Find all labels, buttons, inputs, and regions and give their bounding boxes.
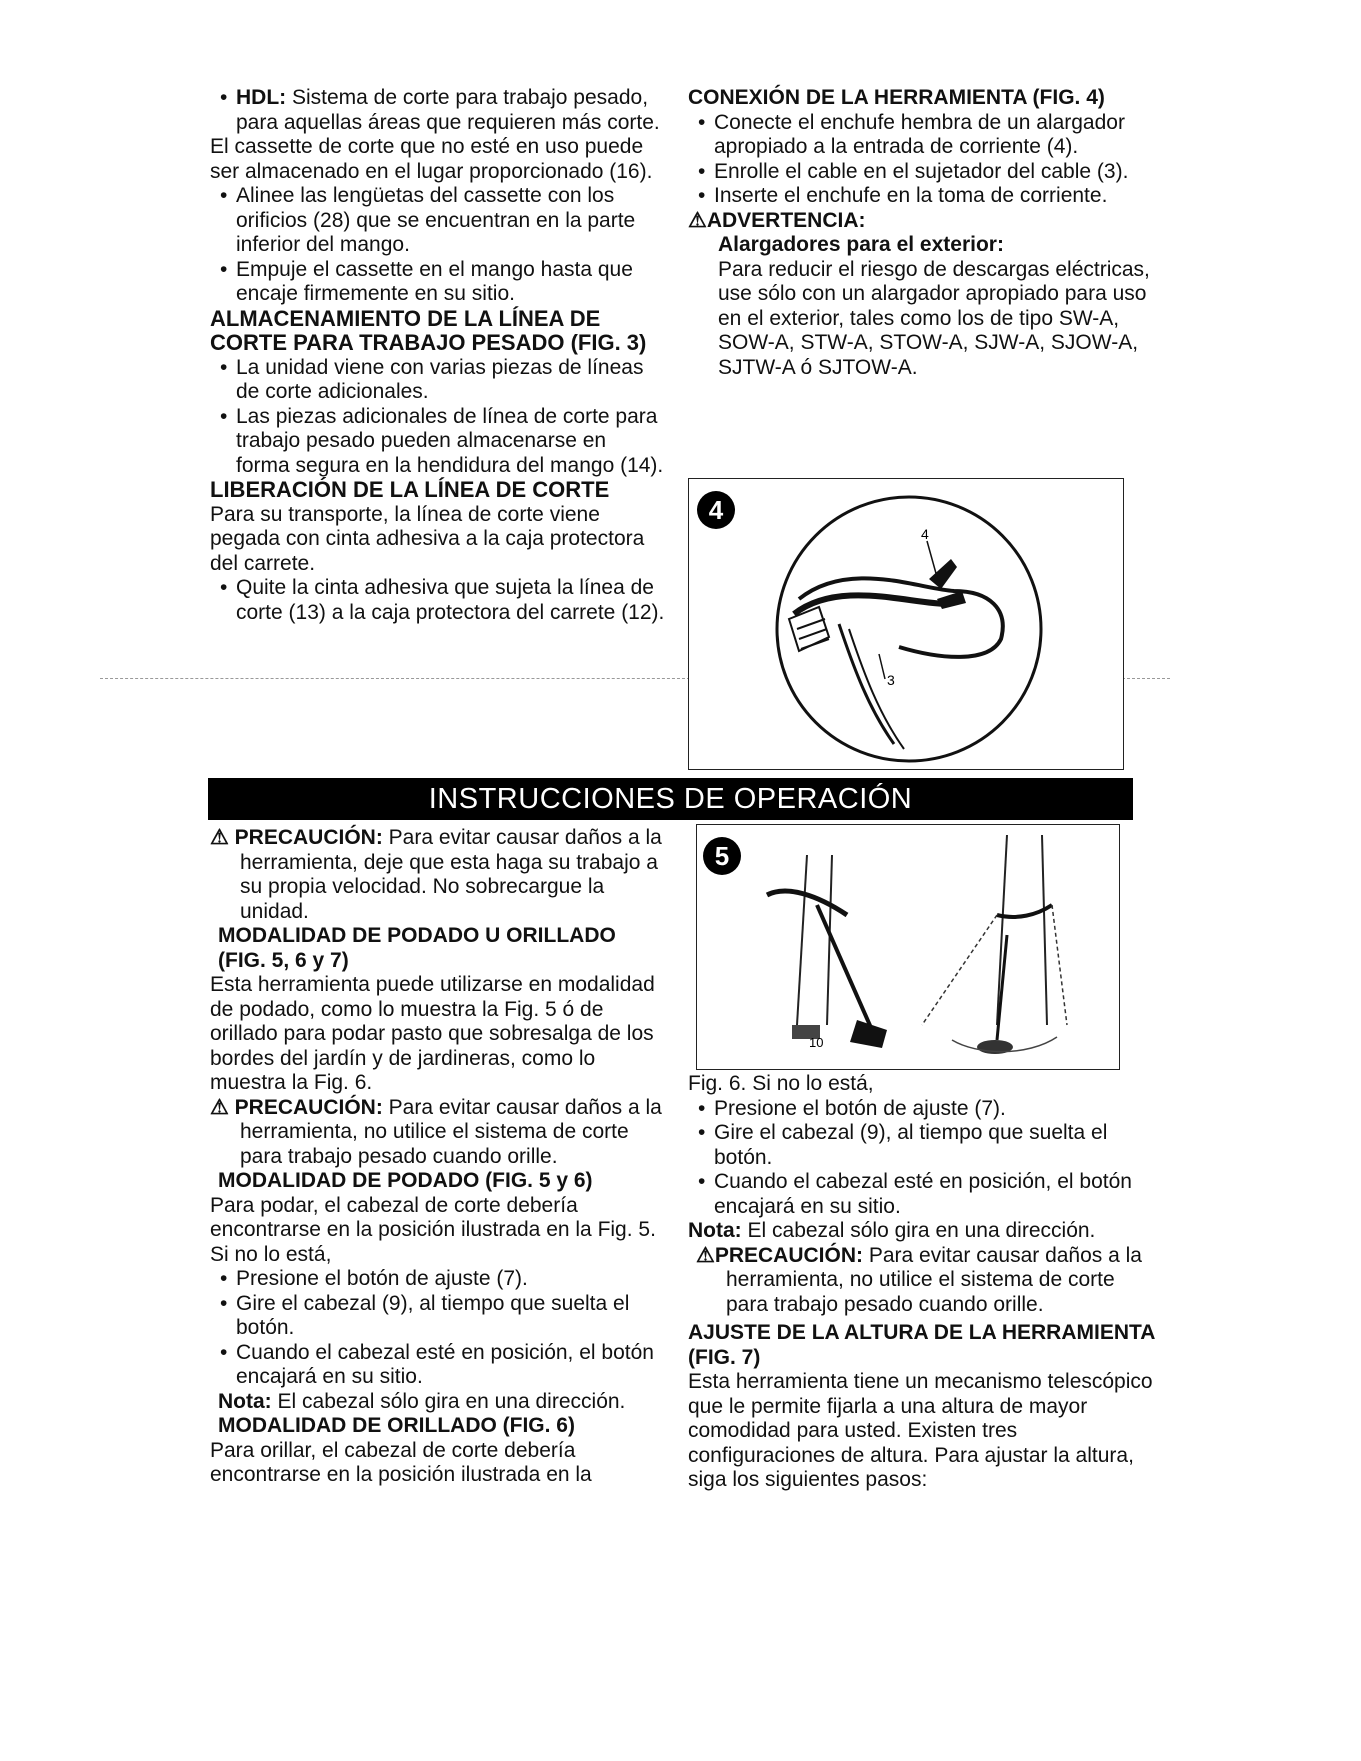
section-banner: INSTRUCCIONES DE OPERACIÓN xyxy=(208,778,1133,820)
bullet-button-locks: • Cuando el cabezal esté en posición, el botón encajará en su sitio. xyxy=(210,1341,665,1390)
hdl-bullet xyxy=(210,86,665,135)
bullet-press-button: • Presione el botón de ajuste (7). xyxy=(688,1097,1158,1122)
figure-4-callout-cord-retainer: 3 xyxy=(887,672,895,688)
caution-text: Para evitar causar daños a la herramienta, no utilice el sistema de corte para trabajo pesado cuando orille. xyxy=(726,1243,1142,1316)
warning-heading xyxy=(688,209,1158,234)
column-top-left xyxy=(210,86,665,625)
bullet-remove-tape: • Quite la cinta adhesiva que sujeta la línea de corte (13) a la caja protectora del carrete (12). xyxy=(210,576,665,625)
bullet-rotate-head: • Gire el cabezal (9), al tiempo que suelta el botón. xyxy=(210,1292,665,1341)
note-label: Nota: xyxy=(218,1389,272,1413)
figure-4-number: 4 xyxy=(697,491,735,529)
warning-label: ADVERTENCIA: xyxy=(706,208,866,232)
bullet-store-lines: • Las piezas adicionales de línea de corte para trabajo pesado pueden almacenarse en forma segura en la hendidura del mango (14). xyxy=(210,405,665,479)
note-text: El cabezal sólo gira en una dirección. xyxy=(271,1389,626,1413)
caution-text: Para evitar causar daños a la herramienta, deje que esta haga su trabajo a su propia velocidad. No sobrecargue la unidad. xyxy=(240,826,662,923)
cassette-storage-paragraph: El cassette de corte que no esté en uso puede ser almacenado en el lugar proporcionado (16). xyxy=(210,135,653,183)
bullet-rotate-head: • Gire el cabezal (9), al tiempo que suelta el botón. xyxy=(688,1121,1158,1170)
mode-paragraph: Esta herramienta puede utilizarse en modalidad de podado, como lo muestra la Fig. 5 ó de orillado para podar pasto que sobresalga de los bordes del jardín y de jardineras, como lo muestra la Fig. 6. xyxy=(210,973,655,1094)
caution-overload xyxy=(210,826,665,924)
warning-icon: ⚠ xyxy=(688,208,707,232)
heading-height-adjust: AJUSTE DE LA ALTURA DE LA HERRAMIENTA (FIG. 7) xyxy=(688,1321,1155,1369)
note-rotation xyxy=(210,1390,665,1415)
caution-label: PRECAUCIÓN: xyxy=(234,1095,383,1119)
caution-edging xyxy=(210,1096,665,1170)
warning-icon: ⚠ xyxy=(210,1095,229,1119)
hdl-label: HDL: xyxy=(236,86,287,109)
heading-line-release: LIBERACIÓN DE LA LÍNEA DE CORTE xyxy=(210,477,610,502)
figure-5 xyxy=(696,824,1120,1070)
heading-edge-mode: MODALIDAD DE ORILLADO (FIG. 6) xyxy=(218,1414,575,1437)
column-top-right xyxy=(688,86,1158,380)
bullet-align-tabs: • Alinee las lengüetas del cassette con los orificios (28) que se encuentran en la parte inferior del mango. xyxy=(210,184,665,258)
height-paragraph: Esta herramienta tiene un mecanismo telescópico que le permite fijarla a una altura de mayor comodidad para usted. Existen tres configuraciones de altura. Para ajustar la altura, siga los siguientes pasos: xyxy=(688,1370,1153,1491)
fold-line-left xyxy=(100,678,690,679)
warning-text: Para reducir el riesgo de descargas eléctricas, use sólo con un alargador apropiado para uso en el exterior, tales como los de tipo SW-A, SOW-A, STW-A, STOW-A, SJW-A, SJOW-A, SJTW-A ó SJTOW-A. xyxy=(718,257,1150,379)
edge-paragraph-continued: Fig. 6. Si no lo está, xyxy=(688,1072,874,1095)
figure-4-illustration xyxy=(689,479,1123,769)
heading-line-storage: ALMACENAMIENTO DE LA LÍNEA DE CORTE PARA TRABAJO PESADO (FIG. 3) xyxy=(210,305,647,355)
note-label: Nota: xyxy=(688,1219,742,1242)
bullet-wrap-cable: • Enrolle el cable en el sujetador del cable (3). xyxy=(688,160,1158,185)
caution-label: PRECAUCIÓN: xyxy=(714,1243,863,1267)
figure-5-illustration xyxy=(697,825,1119,1069)
fold-line-right xyxy=(1122,678,1170,679)
caution-text: Para evitar causar daños a la herramienta, no utilice el sistema de corte para trabajo pesado cuando orille. xyxy=(240,1095,662,1168)
bullet-connect-plug: • Conecte el enchufe hembra de un alargador apropiado a la entrada de corriente (4). xyxy=(688,111,1158,160)
figure-4-callout-cord-inlet: 4 xyxy=(921,526,929,542)
figure-5-callout-head: 10 xyxy=(809,1035,824,1050)
caution-edging xyxy=(696,1244,1158,1318)
heading-trim-mode: MODALIDAD DE PODADO (FIG. 5 y 6) xyxy=(218,1169,593,1192)
warning-icon: ⚠ xyxy=(696,1243,715,1267)
hdl-text: Sistema de corte para trabajo pesado, para aquellas áreas que requieren más corte. xyxy=(236,86,660,134)
warning-icon: ⚠ xyxy=(210,826,229,849)
heading-tool-connection: CONEXIÓN DE LA HERRAMIENTA (FIG. 4) xyxy=(688,86,1105,109)
bullet-push-cassette: • Empuje el cassette en el mango hasta que encaje firmemente en su sitio. xyxy=(210,258,665,307)
heading-trim-edge-mode: MODALIDAD DE PODADO U ORILLADO (FIG. 5, 6 y 7) xyxy=(218,924,616,972)
column-bottom-left xyxy=(210,826,665,1488)
bullet-insert-plug: • Inserte el enchufe en la toma de corriente. xyxy=(688,184,1158,209)
edge-paragraph: Para orillar, el cabezal de corte debería encontrarse en la posición ilustrada en la xyxy=(210,1438,592,1486)
release-paragraph: Para su transporte, la línea de corte viene pegada con cinta adhesiva a la caja protectora del carrete. xyxy=(210,502,645,575)
bullet-button-locks: • Cuando el cabezal esté en posición, el botón encajará en su sitio. xyxy=(688,1170,1158,1219)
warning-subheading: Alargadores para el exterior: xyxy=(718,233,1004,256)
caution-label: PRECAUCIÓN: xyxy=(234,826,383,849)
trim-paragraph: Para podar, el cabezal de corte debería encontrarse en la posición ilustrada en la Fig. 5. Si no lo está, xyxy=(210,1193,656,1266)
note-rotation xyxy=(688,1219,1158,1244)
note-text: El cabezal sólo gira en una dirección. xyxy=(741,1219,1096,1242)
bullet-press-button: • Presione el botón de ajuste (7). xyxy=(210,1267,665,1292)
bullet-extra-lines: • La unidad viene con varias piezas de líneas de corte adicionales. xyxy=(210,356,665,405)
figure-5-number: 5 xyxy=(703,837,741,875)
figure-4 xyxy=(688,478,1124,770)
column-bottom-right xyxy=(688,1072,1158,1493)
